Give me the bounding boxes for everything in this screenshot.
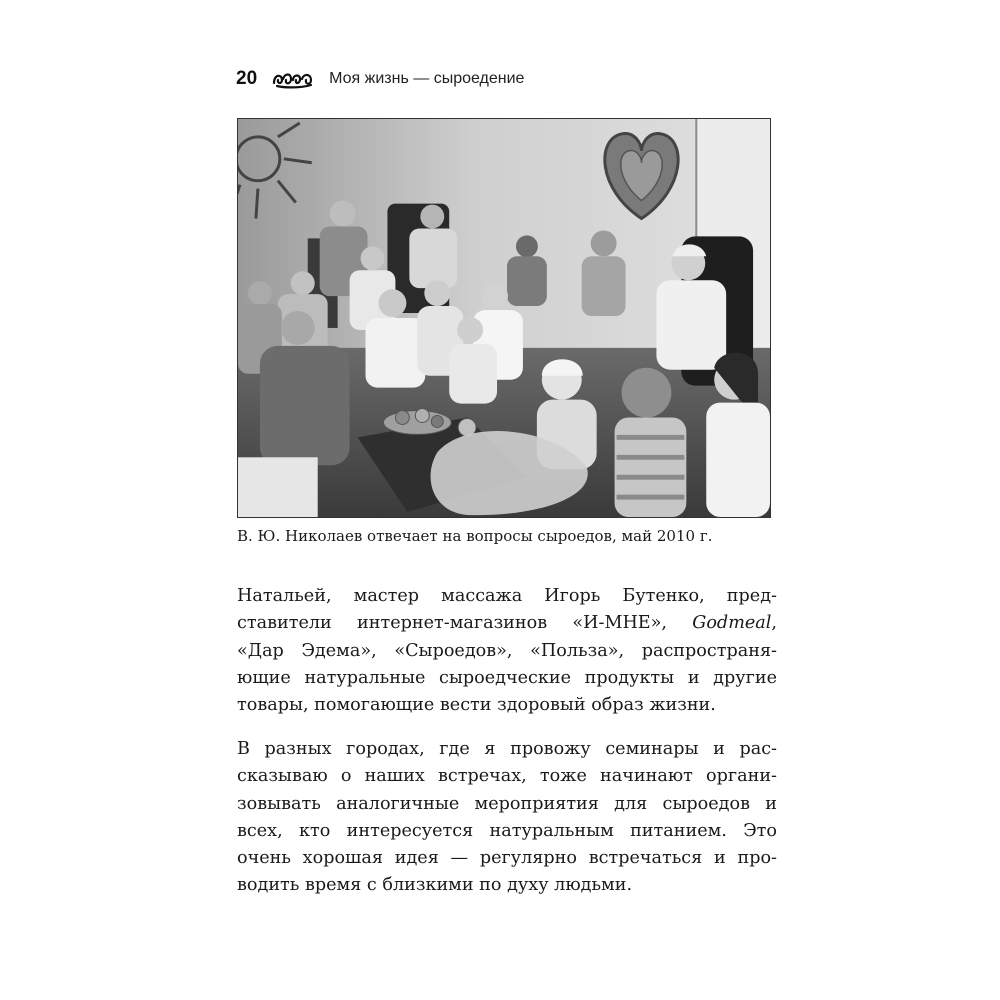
text-line: Натальей, мастер массажа Игорь Бутенко, пред-	[237, 586, 777, 606]
text-line: ющие натуральные сыроедческие продукты и другие	[237, 667, 777, 688]
brand-name-italic: Godmeal	[692, 613, 772, 634]
text-line: очень хорошая идея — регулярно встречаться и про-	[237, 848, 777, 869]
group-photo-image	[238, 119, 770, 517]
page-number: 20	[236, 68, 258, 89]
text-line: сказываю о наших встречах, тоже начинают органи-	[237, 766, 777, 787]
photo-caption: В. Ю. Николаев отвечает на вопросы сыроедов, май 2010 г.	[237, 527, 713, 545]
text-segment: ставители интернет-магазинов «И-МНЕ»,	[237, 613, 693, 634]
event-photo	[237, 118, 771, 518]
page-header	[236, 64, 524, 94]
decorative-flourish-icon	[271, 68, 315, 90]
paragraph-1	[237, 583, 777, 719]
text-line: «Дар Эдема», «Сыроедов», «Польза», распространя-	[237, 640, 777, 661]
running-title: Моя жизнь — сыроедение	[329, 70, 525, 87]
text-line: В разных городах, где я провожу семинары и рас-	[237, 739, 777, 759]
text-line: водить время с близкими по духу людьми.	[237, 875, 633, 896]
text-line: товары, помогающие вести здоровый образ жизни.	[237, 695, 716, 716]
paragraph-2	[237, 736, 777, 900]
text-line: зовывать аналогичные мероприятия для сыроедов и	[237, 793, 777, 814]
text-segment: ,	[771, 613, 777, 634]
text-line	[237, 610, 777, 637]
text-line: всех, кто интересуется натуральным питанием. Это	[237, 820, 777, 841]
